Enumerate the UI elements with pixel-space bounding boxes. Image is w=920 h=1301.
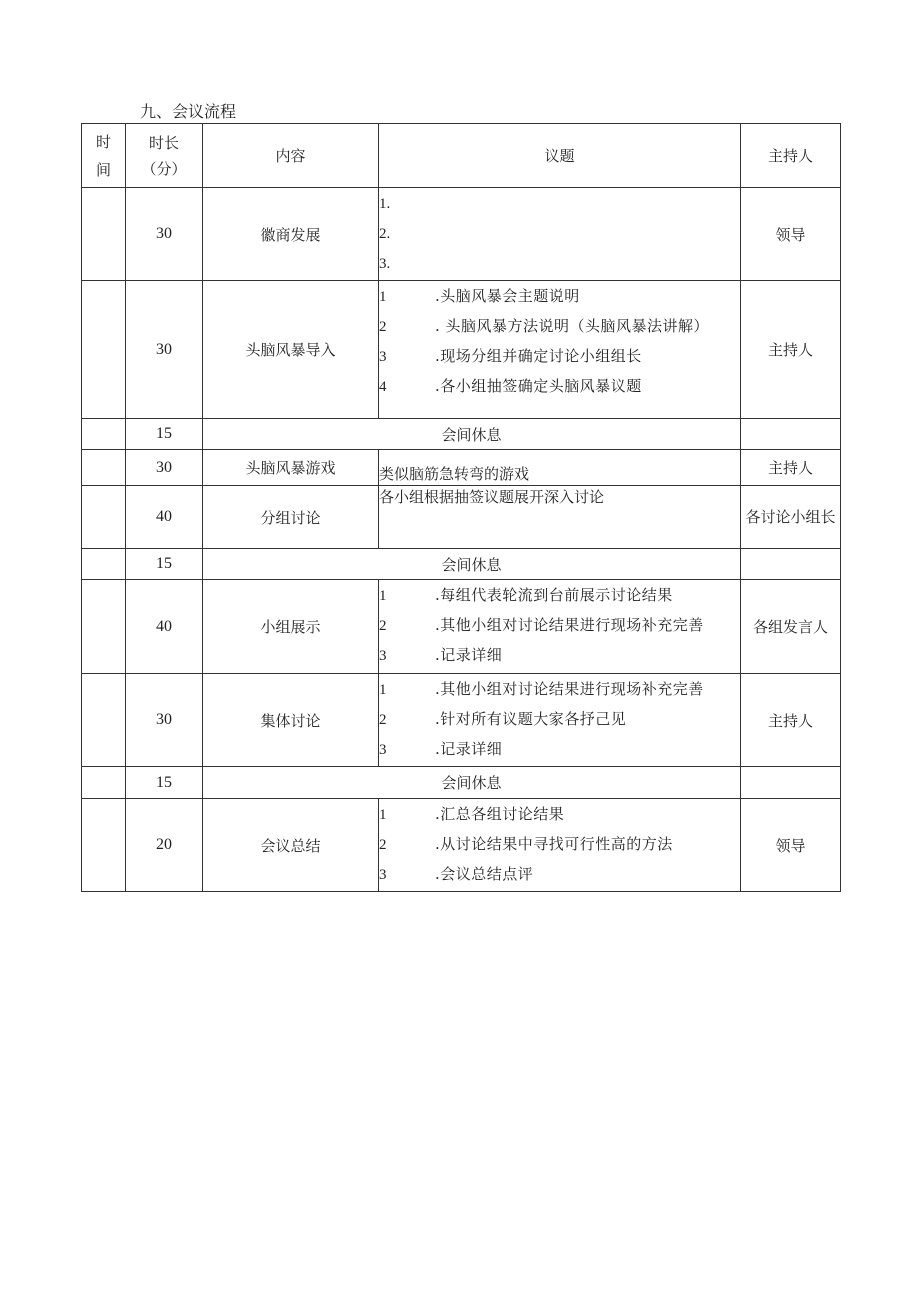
host-cell [741, 549, 841, 580]
header-duration: 时长（分） [126, 124, 203, 188]
header-row [82, 124, 841, 188]
content-cell: 会议总结 [203, 799, 379, 892]
content-cell: 头脑风暴游戏 [203, 450, 379, 486]
topic-line: 1 .汇总各组讨论结果 [379, 805, 565, 823]
table-row [82, 450, 841, 486]
duration-cell: 30 [126, 281, 203, 419]
host-cell: 主持人 [741, 450, 841, 486]
duration-cell: 20 [126, 799, 203, 892]
time-cell [82, 486, 126, 549]
break-cell: 会间休息 [203, 767, 741, 799]
duration-cell: 30 [126, 450, 203, 486]
duration-cell: 15 [126, 767, 203, 799]
host-cell: 主持人 [741, 674, 841, 767]
table-row [82, 799, 841, 892]
content-cell: 头脑风暴导入 [203, 281, 379, 419]
topic-line: 3. [379, 256, 391, 272]
content-cell: 小组展示 [203, 580, 379, 674]
topic-line: 4 .各小组抽签确定头脑风暴议题 [379, 377, 642, 395]
host-cell: 各组发言人 [741, 580, 841, 674]
topic-cell [379, 674, 741, 767]
host-cell [741, 419, 841, 450]
topic-line: 1 .其他小组对讨论结果进行现场补充完善 [379, 680, 704, 698]
host-cell: 主持人 [741, 281, 841, 419]
content-cell: 集体讨论 [203, 674, 379, 767]
table-row [82, 767, 841, 799]
table-row [82, 580, 841, 674]
duration-cell: 15 [126, 549, 203, 580]
table-row [82, 281, 841, 419]
host-cell: 各讨论小组长 [741, 486, 841, 549]
time-cell [82, 799, 126, 892]
topic-line: 2 .从讨论结果中寻找可行性高的方法 [379, 835, 673, 853]
header-time: 时间 [82, 124, 126, 188]
duration-cell: 40 [126, 486, 203, 549]
topic-line: 1 .每组代表轮流到台前展示讨论结果 [379, 586, 673, 604]
section-title: 九、会议流程 [140, 102, 237, 121]
content-cell: 分组讨论 [203, 486, 379, 549]
duration-cell: 30 [126, 188, 203, 281]
table-row [82, 188, 841, 281]
topic-cell: 类似脑筋急转弯的游戏 [379, 450, 741, 486]
time-cell [82, 767, 126, 799]
time-cell [82, 549, 126, 580]
break-cell: 会间休息 [203, 419, 741, 450]
topic-line: 2 .针对所有议题大家各抒己见 [379, 710, 627, 728]
time-cell [82, 450, 126, 486]
table-row [82, 486, 841, 549]
break-cell: 会间休息 [203, 549, 741, 580]
duration-cell: 40 [126, 580, 203, 674]
host-cell: 领导 [741, 188, 841, 281]
content-cell: 徽商发展 [203, 188, 379, 281]
time-cell [82, 188, 126, 281]
topic-line: 2 .其他小组对讨论结果进行现场补充完善 [379, 616, 704, 634]
topic-line: 2. [379, 226, 391, 242]
header-host: 主持人 [741, 124, 841, 188]
topic-cell [379, 799, 741, 892]
time-cell [82, 281, 126, 419]
duration-cell: 15 [126, 419, 203, 450]
topic-line: 1 .头脑风暴会主题说明 [379, 287, 580, 305]
duration-cell: 30 [126, 674, 203, 767]
table-row [82, 549, 841, 580]
time-cell [82, 580, 126, 674]
table-row [82, 674, 841, 767]
host-cell [741, 767, 841, 799]
header-topics: 议题 [379, 124, 741, 188]
time-cell [82, 419, 126, 450]
topic-line: 3 .记录详细 [379, 740, 503, 758]
host-cell: 领导 [741, 799, 841, 892]
topic-line: 3 .现场分组并确定讨论小组组长 [379, 347, 642, 365]
topic-line: 1. [379, 196, 391, 212]
topic-cell [379, 188, 741, 281]
header-content: 内容 [203, 124, 379, 188]
topic-line: 3 .记录详细 [379, 646, 503, 664]
topic-cell: 各小组根据抽签议题展开深入讨论 [379, 486, 741, 549]
table-row [82, 419, 841, 450]
time-cell [82, 674, 126, 767]
topic-line: 3 .会议总结点评 [379, 865, 534, 883]
topic-line: 2 . 头脑风暴方法说明（头脑风暴法讲解） [379, 317, 710, 335]
topic-cell [379, 281, 741, 419]
topic-cell [379, 580, 741, 674]
agenda-table [81, 123, 841, 892]
